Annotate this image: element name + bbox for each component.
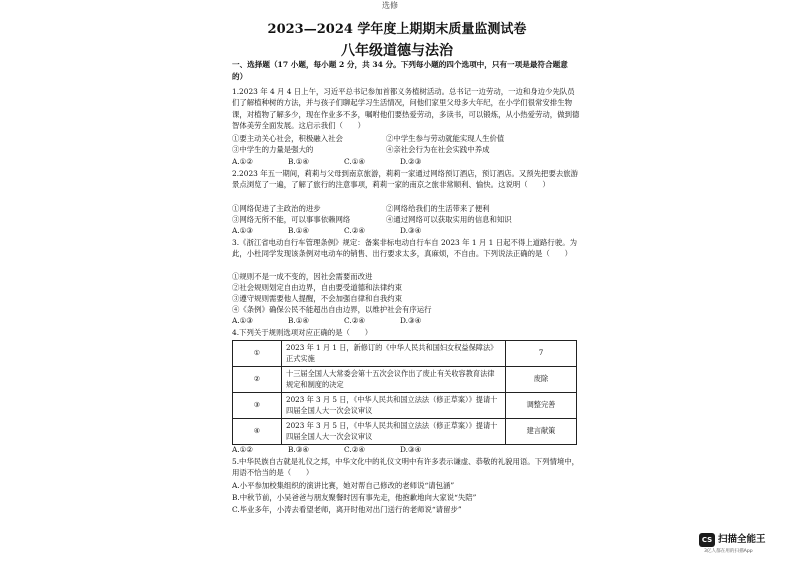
question-2-stem: 2.2023 年五一期间，莉莉与父母到南京旅游，莉莉一家通过网络预订酒店，预订酒店。又预先把要去旅游景点浏览了一遍，了解了旅行的注意事项，莉莉一家的南京之旅非常顺利、愉快。这说明（ ） bbox=[232, 169, 579, 190]
q2-option-3: ③网络无所不能，可以事事依赖网络 bbox=[232, 215, 351, 224]
q3-option-1: ①规则不是一成不变的，因社会需要而改进 bbox=[232, 272, 373, 281]
q1-option-2: ②中学生参与劳动就能实现人生价值 bbox=[386, 134, 505, 143]
q4-answer-b: B.③④ bbox=[288, 445, 310, 454]
q4-answer-a: A.①② bbox=[232, 445, 253, 454]
brand-tagline: 3亿人都在用的扫描App bbox=[704, 549, 753, 554]
q5-option-c: C.毕业多年，小涛去看望老师，离开时他对出门送行的老师说“请留步” bbox=[232, 505, 462, 514]
q1-answer-b: B.①④ bbox=[288, 157, 310, 166]
row-result: 废除 bbox=[506, 367, 577, 393]
camscanner-logo-icon: CS bbox=[699, 533, 715, 547]
q3-answer-a: A.①③ bbox=[232, 316, 253, 325]
row-result: 7 bbox=[506, 341, 577, 367]
row-text: 2023 年 1 月 1 日，新修订的《中华人民共和国妇女权益保障法》正式实施 bbox=[282, 341, 506, 367]
brand-name: 扫描全能王 bbox=[718, 534, 766, 545]
q2-answer-c: C.②④ bbox=[344, 226, 365, 235]
q3-answer-c: C.②④ bbox=[344, 316, 365, 325]
q4-answer-d: D.③④ bbox=[400, 445, 422, 454]
question-3-stem: 3.《浙江省电动自行车管理条例》规定：备案非标电动自行车自 2023 年 1 月 1 日起不得上道路行驶。为此，小杜同学发现该条例对电动车的销售、出行要求太多，真麻烦，不自由。下列说法正确的是（ ） bbox=[232, 238, 577, 259]
q3-answer-b: B.①④ bbox=[288, 316, 310, 325]
q5-option-b: B.中秋节前，小吴爸爸与朋友聚餐时因有事先走，他抱歉地向大家说“失陪” bbox=[232, 493, 477, 502]
row-text: 2023 年 3 月 5 日，《中华人民共和国立法法（修正草案）》提请十四届全国人大一次会议审议 bbox=[282, 419, 506, 445]
top-mark: 选修 bbox=[382, 1, 398, 10]
q2-answer-b: B.①④ bbox=[288, 226, 310, 235]
row-number: ② bbox=[233, 367, 282, 393]
q4-table bbox=[232, 340, 577, 445]
q1-option-4: ④亲社会行为在社会实践中养成 bbox=[386, 145, 490, 154]
row-result: 建言献策 bbox=[506, 419, 577, 445]
question-1-stem: 1.2023 年 4 月 4 日上午，习近平总书记参加首都义务植树活动。总书记一边劳动，一边和身边少先队员们了解植种树的方法，并与孩子们聊起学习生活情况，问他们家里父母多大年纪，在小学们很常安排生物课，对植物了解多少，现在作业多不多，嘱咐他们要热爱劳动，多读书，可以锻炼，从小热爱劳动，做到德智体美劳全面发展。这启示我们（ ） bbox=[232, 87, 580, 131]
row-number: ① bbox=[233, 341, 282, 367]
q1-option-1: ①要主动关心社会，积极融入社会 bbox=[232, 134, 343, 143]
q3-option-3: ③遵守规则需要他人提醒，不会加强自律和自我约束 bbox=[232, 294, 402, 303]
q2-option-2: ②网络给我们的生活带来了便利 bbox=[386, 204, 490, 213]
q2-answer-d: D.③④ bbox=[400, 226, 422, 235]
section-heading: 一、选择题（17 小题，每小题 2 分，共 34 分。下列每小题的四个选项中，只有一项是最符合题意的） bbox=[232, 60, 568, 81]
q3-option-2: ②社会规则划定自由边界，自由要受道德和法律约束 bbox=[232, 283, 402, 292]
row-result: 调整完善 bbox=[506, 393, 577, 419]
q4-answer-c: C.②④ bbox=[344, 445, 365, 454]
q2-answer-a: A.①③ bbox=[232, 226, 253, 235]
q1-option-3: ③中学生的力量是强大的 bbox=[232, 145, 314, 154]
q2-option-4: ④通过网络可以获取实用的信息和知识 bbox=[386, 215, 512, 224]
q2-option-1: ①网络促进了主政治的进步 bbox=[232, 204, 321, 213]
q5-option-a: A.小平参加校集组织的演讲比赛，她对帮自己修改的老师说“请包涵” bbox=[232, 481, 455, 490]
row-text: 2023 年 3 月 5 日，《中华人民共和国立法法（修正草案）》提请十四届全国人大一次会议审议 bbox=[282, 393, 506, 419]
table-row bbox=[233, 419, 577, 445]
row-number: ④ bbox=[233, 419, 282, 445]
q3-option-4: ④《条例》确保公民不能超出自由边界，以维护社会有序运行 bbox=[232, 305, 432, 314]
question-5-stem: 5.中华民族自古就是礼仪之邦，中华文化中的礼仪文明中有许多表示谦虚、恭敬的礼貌用语。下列情境中，用语不恰当的是（ ） bbox=[232, 457, 580, 478]
q1-answer-c: C.①④ bbox=[344, 157, 365, 166]
q1-answer-d: D.②③ bbox=[400, 157, 422, 166]
table-row bbox=[233, 393, 577, 419]
q3-answer-d: D.③④ bbox=[400, 316, 422, 325]
exam-title: 2023—2024 学年度上期期末质量监测试卷 bbox=[267, 22, 527, 37]
subject-title: 八年级道德与法治 bbox=[341, 43, 453, 59]
q1-answer-a: A.①② bbox=[232, 157, 253, 166]
table-row bbox=[233, 341, 577, 367]
table-row bbox=[233, 367, 577, 393]
question-4-stem: 4.下列关于规则选项对应正确的是（ ） bbox=[232, 328, 373, 337]
row-text: 十三届全国人大常委会第十五次会议作出了废止有关收容教育法律规定和制度的决定 bbox=[282, 367, 506, 393]
row-number: ③ bbox=[233, 393, 282, 419]
